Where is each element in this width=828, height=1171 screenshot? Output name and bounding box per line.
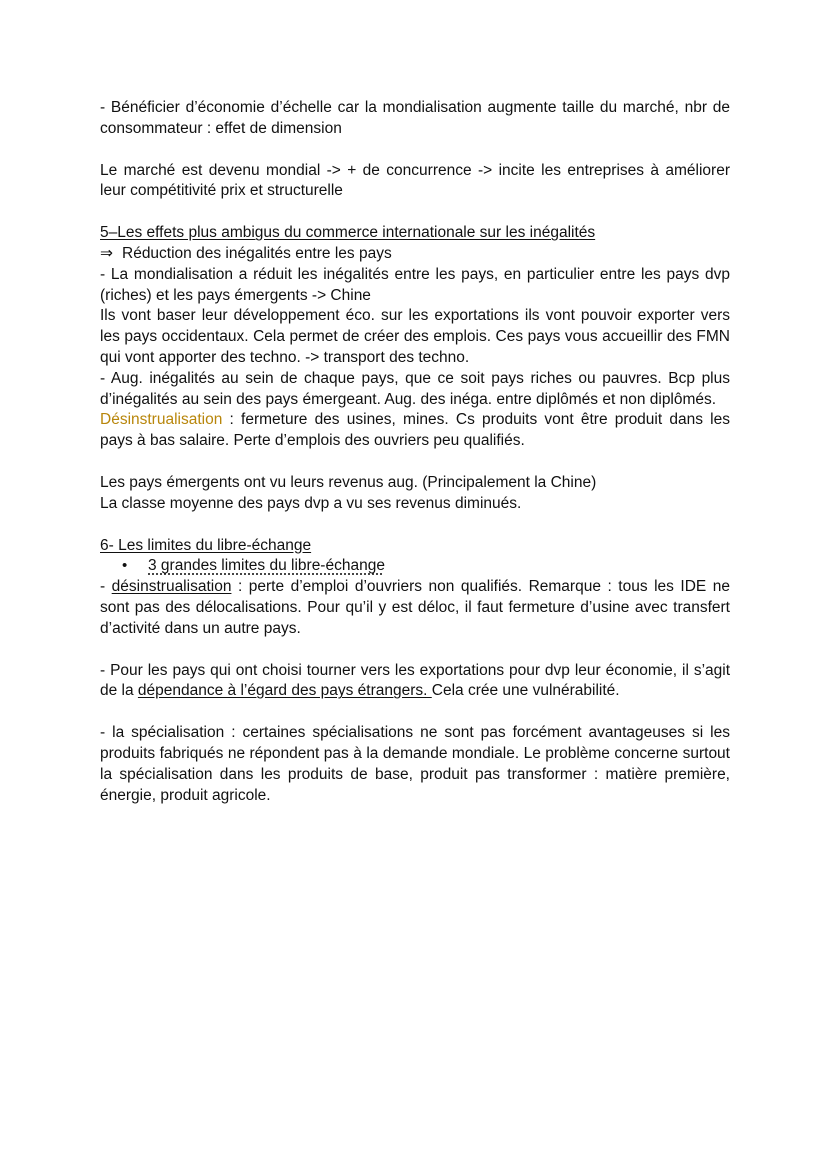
paragraph-limite-desindustrialisation — [100, 577, 730, 639]
spacer — [100, 140, 730, 161]
spacer — [100, 515, 730, 536]
paragraph-text: - Pour les pays qui ont choisi tourner vers les exportations pour dvp leur économie, il s’agit de la — [100, 661, 730, 700]
spacer — [100, 202, 730, 223]
paragraph-marche-mondial: Le marché est devenu mondial -> + de concurrence -> incite les entreprises à améliorer leur compétitivité prix et structurelle — [100, 161, 730, 200]
paragraph-limite-dependance — [100, 661, 730, 703]
paragraph-desindustrialisation — [100, 410, 730, 452]
paragraph-limite-specialisation: - la spécialisation : certaines spécialisations ne sont pas forcément avantageuses si les produits fabriqués ne répondent pas à la demande mondiale. Le problème concerne surtout la spécialisation dans les produits de base, produit pas transformer : matière première, énergie, produit agricole. — [100, 724, 730, 804]
right-double-arrow-icon: ⇒ — [100, 244, 113, 262]
paragraph-reduction-inegalites: - La mondialisation a réduit les inégalités entre les pays, en particulier entre les pays dvp (riches) et les pays émergents -> Chine — [100, 265, 730, 304]
paragraph-text: Cela crée une vulnérabilité. — [431, 682, 620, 700]
underlined-term: dépendance à l’égard des pays étrangers. — [137, 682, 432, 700]
underlined-term: désinstrualisation — [111, 578, 232, 596]
spacer — [100, 702, 730, 723]
definition-text: : fermeture des usines, mines. Cs produits vont être produit dans les pays à bas salaire. Perte d’emplois des ouvriers peu qualifiés. — [100, 411, 730, 450]
section-heading-5: 5–Les effets plus ambigus du commerce internationale sur les inégalités — [100, 224, 596, 242]
highlighted-term: Désinstrualisation — [100, 411, 223, 429]
dash-prefix: - — [100, 578, 112, 596]
section-heading-6: 6- Les limites du libre-échange — [100, 536, 312, 554]
bullet-text: 3 grandes limites du libre-échange — [148, 557, 385, 575]
arrow-point — [100, 244, 730, 265]
paragraph-developpement-exportations: Ils vont baser leur développement éco. sur les exportations ils vont pouvoir exporter vers les pays occidentaux. Cela permet de créer des emplois. Ces pays vous accueillir des FMN qui vont apporter des techno. -> transport des techno. — [100, 307, 730, 366]
arrow-point-text: Réduction des inégalités entre les pays — [122, 244, 392, 262]
paragraph-economie-echelle: - Bénéficier d’économie d’échelle car la mondialisation augmente taille du marché, nbr de consommateur : effet de dimension — [100, 99, 730, 137]
paragraph-inegalites-internes: - Aug. inégalités au sein de chaque pays, que ce soit pays riches ou pauvres. Bcp plus d’inégalités au sein des pays émergeant. Aug. des inéga. entre diplômés et non diplômés. — [100, 369, 730, 408]
spacer — [100, 640, 730, 661]
paragraph-classe-moyenne: La classe moyenne des pays dvp a vu ses revenus diminués. — [100, 494, 522, 512]
paragraph-text: : perte d’emploi d’ouvriers non qualifiés. Remarque : tous les IDE ne sont pas des délocalisations. Pour qu’il y est déloc, il faut fermeture d’usine avec transfert d’activité dans un autre pays. — [100, 578, 730, 637]
spacer — [100, 452, 730, 473]
paragraph-revenus-emergents: Les pays émergents ont vu leurs revenus aug. (Principalement la Chine) — [100, 473, 597, 491]
bullet-item — [100, 556, 730, 577]
document-page — [100, 98, 730, 806]
bullet-icon: • — [122, 557, 128, 575]
